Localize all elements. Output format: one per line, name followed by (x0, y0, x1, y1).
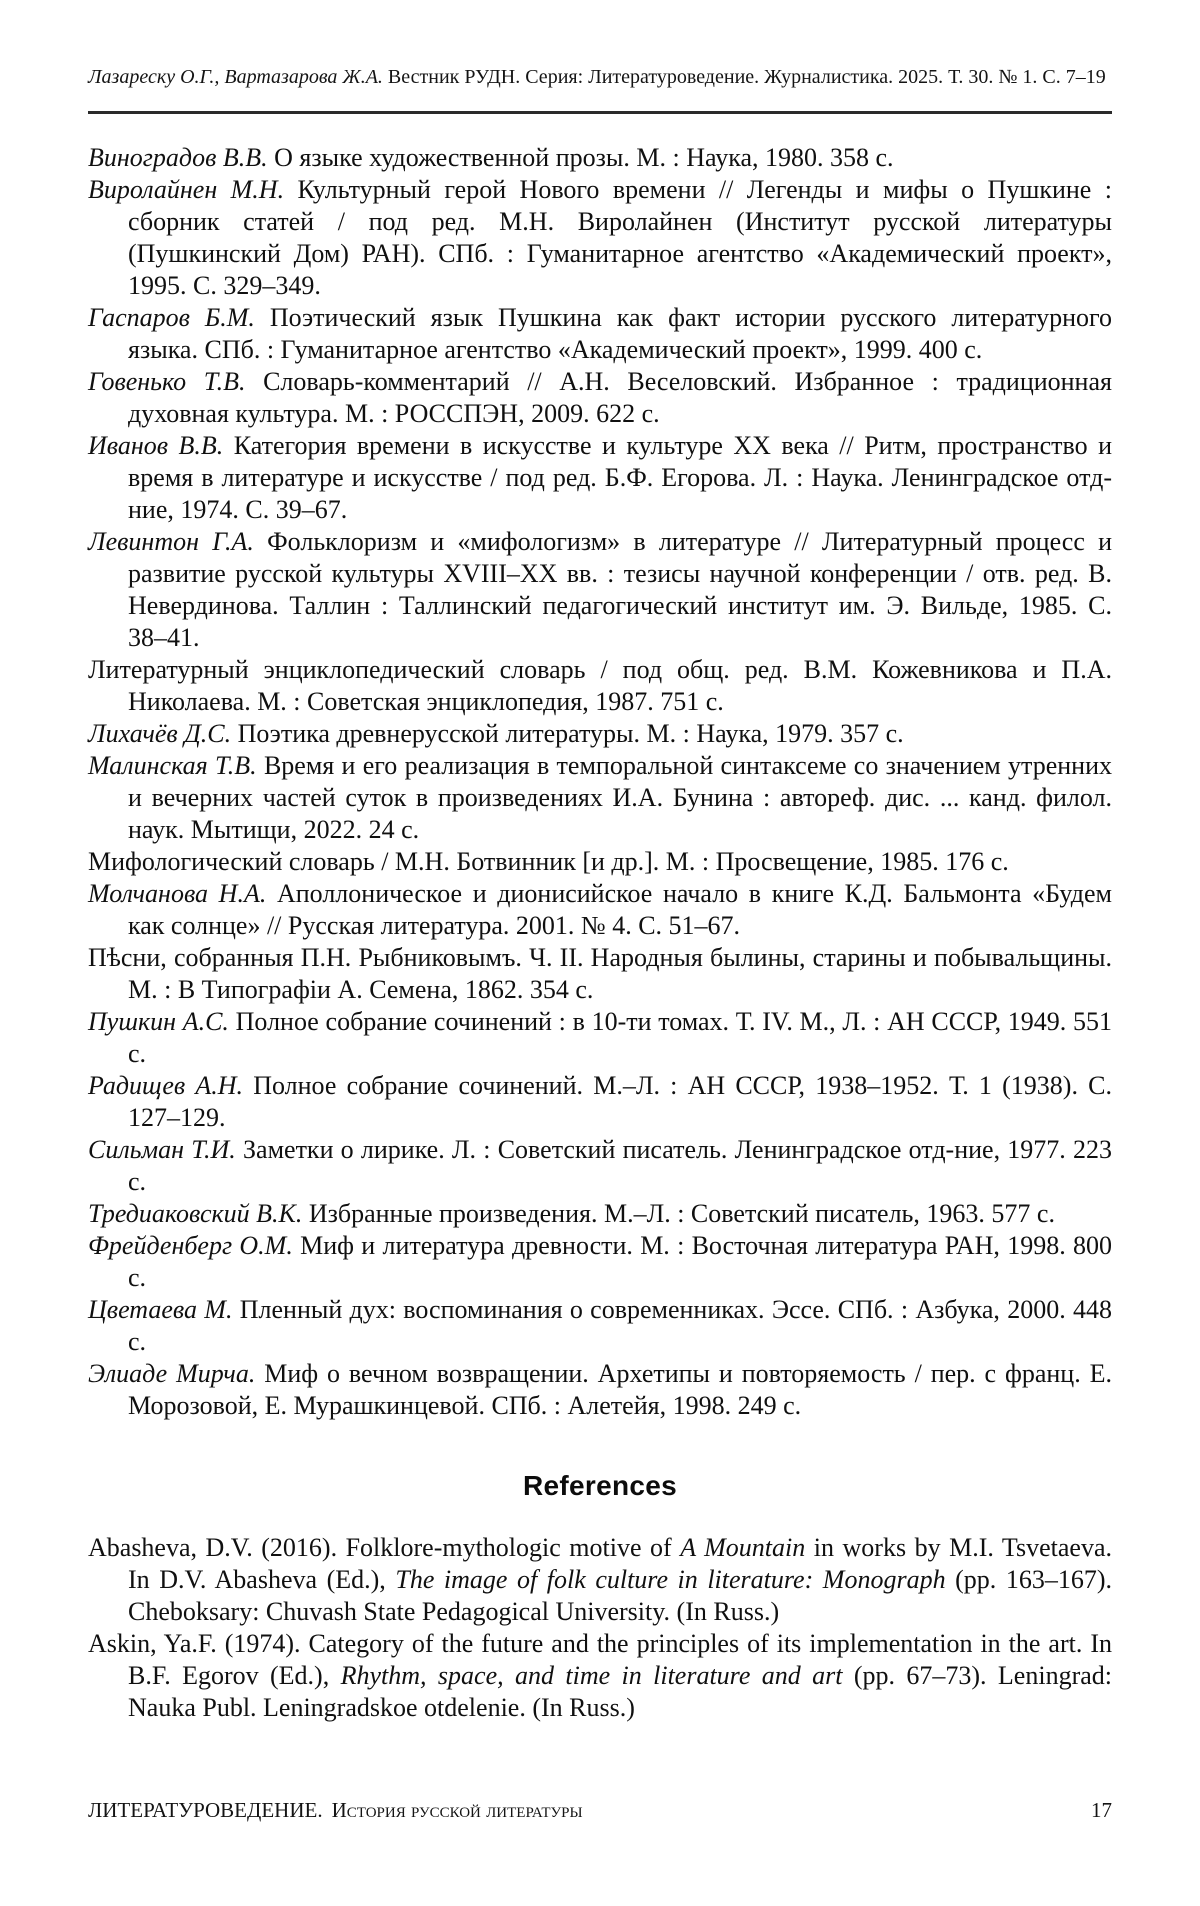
reference-author: Радищев А.Н. (88, 1071, 254, 1100)
reference-entry: Виноградов В.В. О языке художественной прозы. М. : Наука, 1980. 358 с. (88, 143, 894, 172)
russian-reference-list (88, 114, 1112, 1422)
running-header-authors: Лазареску О.Г., Вартазарова Ж.А. (88, 66, 383, 88)
reference-entry: Пушкин А.С. Полное собрание сочинений : в 10-ти томах. Т. IV. М., Л. : АН СССР, 1949. 551 с. (88, 1007, 1112, 1068)
reference-author: Левинтон Г.А. (88, 527, 268, 556)
reference-entry: Молчанова Н.А. Аполлоническое и дионисийское начало в книге К.Д. Бальмонта «Будем как солнце» // Русская литература. 2001. № 4. С. 51–67. (88, 879, 1112, 940)
reference-entry: Виролайнен М.Н. Культурный герой Нового времени // Легенды и мифы о Пушкине : сборник статей / под ред. М.Н. Виролайнен (Институт русской литературы (Пушкинский Дом) РАН). СПб. : Гуманитарное агентство «Академический проект», 1995. С. 329–349. (88, 175, 1112, 300)
reference-entry: Фрейденберг О.М. Миф и литература древности. М. : Восточная литература РАН, 1998. 800 с. (88, 1231, 1112, 1292)
page-footer (88, 1798, 1112, 1823)
reference-author: Элиаде Мирча. (88, 1359, 265, 1388)
reference-entry: Пѣсни, собранныя П.Н. Рыбниковымъ. Ч. II. Народныя былины, старины и побывальщины. М. : В Типографіи А. Семена, 1862. 354 с. (88, 943, 1112, 1004)
reference-title-italic: The image of folk culture in literature: Monograph (395, 1565, 946, 1594)
reference-entry: Малинская Т.В. Время и его реализация в темпоральной синтаксеме со значением утренних и вечерних частей суток в произведениях И.А. Бунина : автореф. дис. ... канд. филол. наук. Мытищи, 2022. 24 с. (88, 751, 1112, 844)
english-reference-list (88, 1532, 1112, 1724)
reference-author: Молчанова Н.А. (88, 879, 277, 908)
reference-author: Малинская Т.В. (88, 751, 264, 780)
reference-author: Цветаева М. (88, 1295, 240, 1324)
reference-author: Иванов В.В. (88, 431, 234, 460)
reference-entry: Гаспаров Б.М. Поэтический язык Пушкина как факт истории русского литературного языка. СПб. : Гуманитарное агентство «Академический проект», 1999. 400 с. (88, 303, 1113, 364)
reference-author: Сильман Т.И. (88, 1135, 244, 1164)
reference-entry: Радищев А.Н. Полное собрание сочинений. М.–Л. : АН СССР, 1938–1952. Т. 1 (1938). С. 127–129. (88, 1071, 1112, 1132)
reference-author: Виноградов В.В. (88, 143, 275, 172)
reference-entry: Лихачёв Д.С. Поэтика древнерусской литературы. М. : Наука, 1979. 357 с. (88, 719, 904, 748)
reference-author: Тредиаковский В.К. (88, 1199, 309, 1228)
reference-author: Пушкин А.С. (88, 1007, 236, 1036)
page-number: 17 (1091, 1798, 1112, 1822)
reference-title-italic: A Mountain (680, 1533, 806, 1562)
reference-entry: Abasheva, D.V. (2016). Folklore-mythologic motive of A Mountain in works by M.I. Tsvetaeva. In D.V. Abasheva (Ed.), The image of folk culture in literature: Monograph (pp. 163–167). Cheboksary: Chuvash State Pedagogical University. (In Russ.) (88, 1533, 1113, 1626)
reference-entry: Левинтон Г.А. Фольклоризм и «мифологизм» в литературе // Литературный процесс и развитие русской культуры XVIII–XX вв. : тезисы научной конференции / отв. ред. В. Невердинова. Таллин : Таллинский педагогический институт им. Э. Вильде, 1985. С. 38–41. (88, 527, 1112, 652)
references-heading: References (523, 1470, 677, 1501)
reference-entry: Иванов В.В. Категория времени в искусстве и культуре XX века // Ритм, пространство и время в литературе и искусстве / под ред. Б.Ф. Егорова. Л. : Наука. Ленинградское отд-ние, 1974. С. 39–67. (88, 431, 1112, 524)
reference-title-italic: Rhythm, space, and time in literature and art (340, 1661, 843, 1690)
reference-author: Виролайнен М.Н. (88, 175, 298, 204)
reference-author: Говенько Т.В. (88, 367, 264, 396)
reference-entry: Цветаева М. Пленный дух: воспоминания о современниках. Эссе. СПб. : Азбука, 2000. 448 с. (88, 1295, 1113, 1356)
reference-entry: Элиаде Мирча. Миф о вечном возвращении. Архетипы и повторяемость / пер. с франц. Е. Морозовой, Е. Мурашкинцевой. СПб. : Алетейя, 1998. 249 с. (88, 1359, 1113, 1420)
reference-entry: Сильман Т.И. Заметки о лирике. Л. : Советский писатель. Ленинградское отд-ние, 1977. 223 с. (88, 1135, 1112, 1196)
reference-entry: Литературный энциклопедический словарь / под общ. ред. В.М. Кожевникова и П.А. Николаева. М. : Советская энциклопедия, 1987. 751 с. (88, 655, 1112, 716)
reference-author: Лихачёв Д.С. (88, 719, 238, 748)
footer-section-title (88, 1798, 583, 1823)
reference-entry: Askin, Ya.F. (1974). Category of the future and the principles of its implementation in the art. In B.F. Egorov (Ed.), Rhythm, space, and time in literature and art (pp. 67–73). Leningrad: Nauka Publ. Leningradskoe otdelenie. (In Russ.) (88, 1629, 1112, 1722)
reference-author: Гаспаров Б.М. (88, 303, 270, 332)
reference-entry: Говенько Т.В. Словарь-комментарий // А.Н. Веселовский. Избранное : традиционная духовная культура. М. : РОССПЭН, 2009. 622 с. (88, 367, 1112, 428)
reference-author: Фрейденберг О.М. (88, 1231, 301, 1260)
reference-entry: Мифологический словарь / М.Н. Ботвинник [и др.]. М. : Просвещение, 1985. 176 с. (88, 847, 1009, 876)
footer-subsection: История русской литературы (331, 1798, 583, 1822)
footer-section: ЛИТЕРАТУРОВЕДЕНИЕ. (88, 1798, 323, 1822)
running-header-journal-info: Вестник РУДН. Серия: Литературоведение. Журналистика. 2025. Т. 30. № 1. С. 7–19 (382, 66, 1106, 88)
reference-entry: Тредиаковский В.К. Избранные произведения. М.–Л. : Советский писатель, 1963. 577 с. (88, 1199, 1055, 1228)
running-header (88, 66, 1112, 89)
